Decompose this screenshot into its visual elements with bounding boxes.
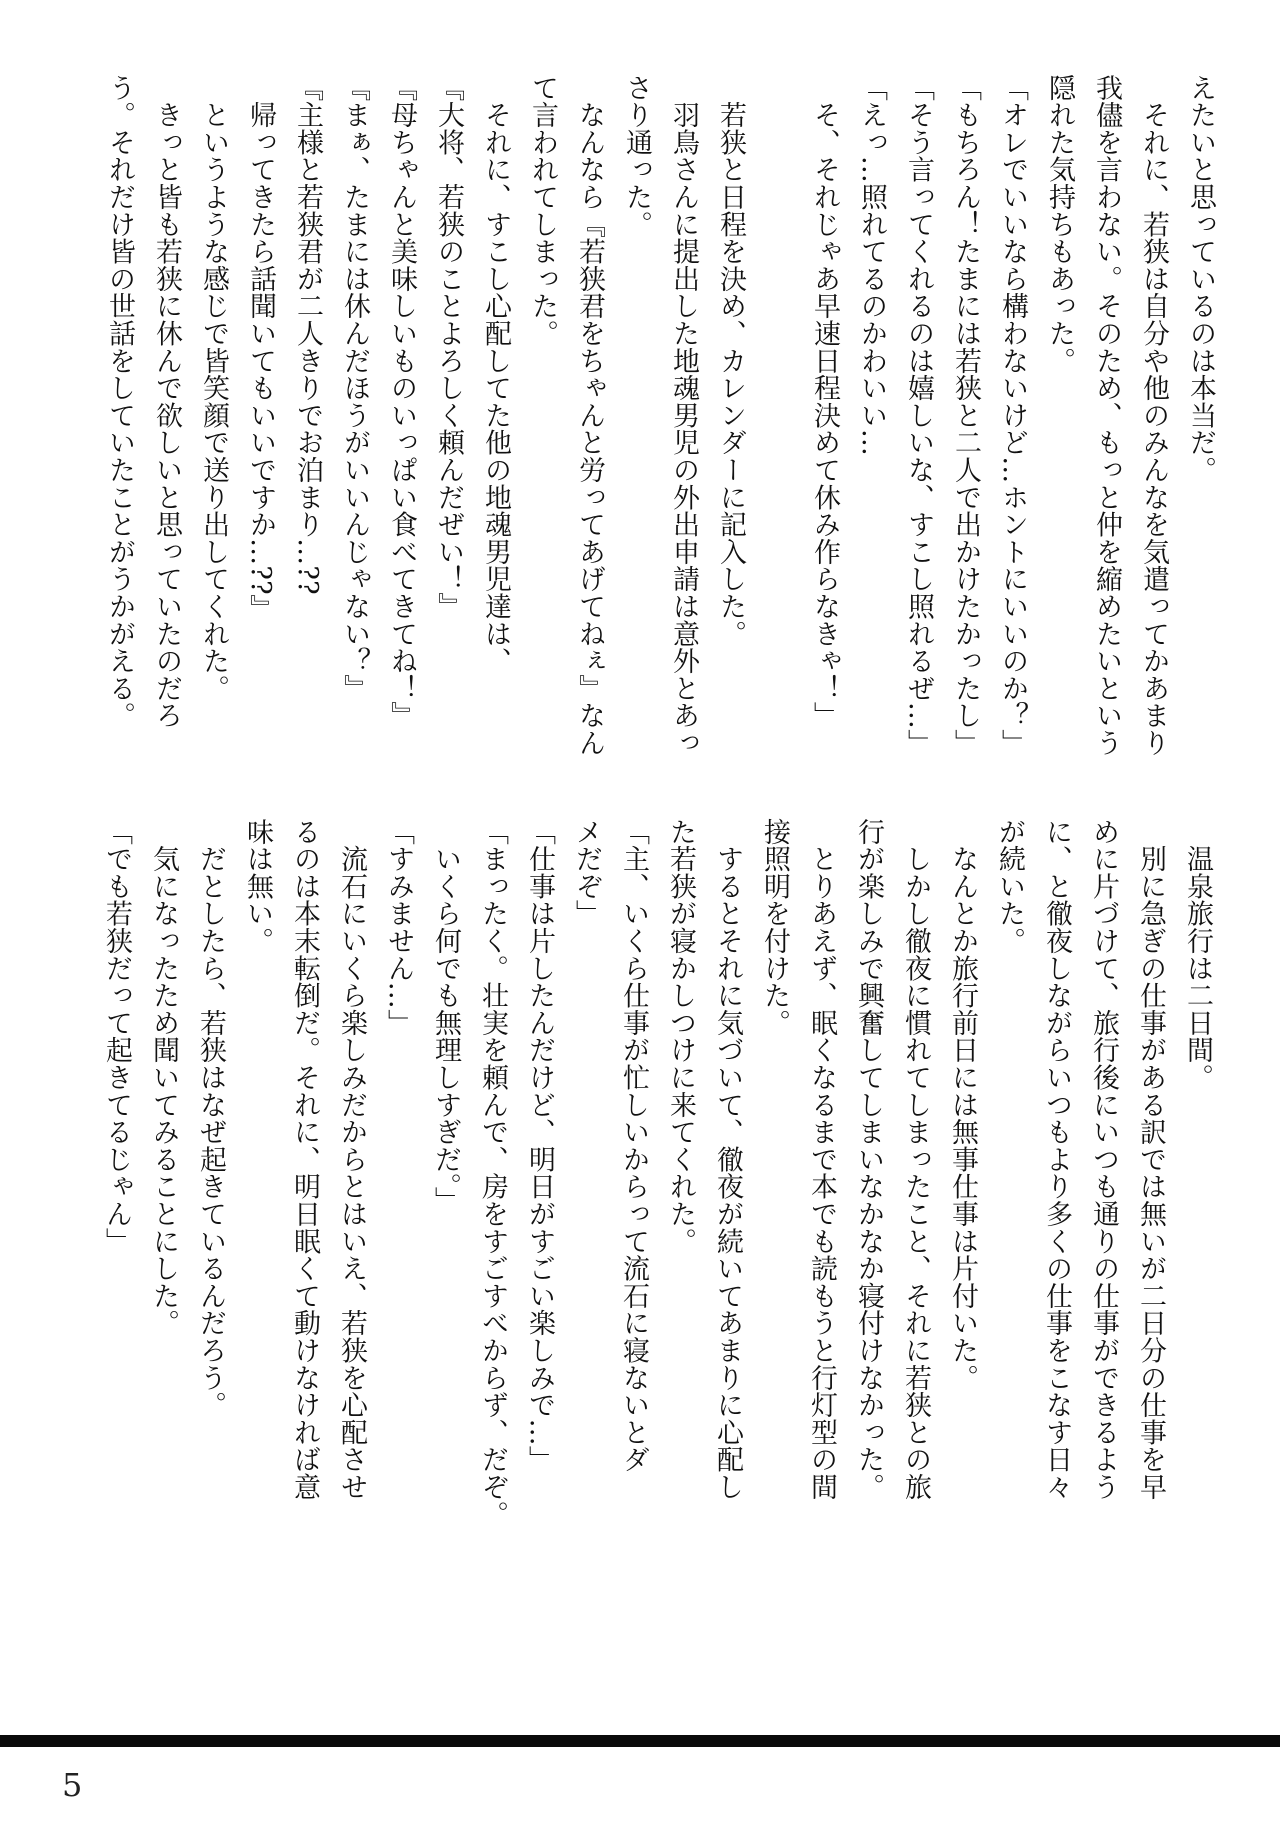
text-line: 味は無い。 bbox=[242, 818, 273, 955]
text-line: きっと皆も若狭に休んで欲しいと思っていたのだろ bbox=[151, 74, 182, 730]
text-line bbox=[754, 74, 801, 774]
text-line: 『主様と若狭君が二人きりでお泊まり…?? bbox=[292, 74, 323, 595]
text-line: なんなら『若狭君をちゃんと労ってあげてねぇ』なん bbox=[574, 74, 605, 757]
text-line: 『まぁ、たまには休んだほうがいいんじゃない？』 bbox=[339, 74, 370, 702]
text-line: 帰ってきたら話聞いてもいいですか…??』 bbox=[245, 74, 276, 623]
text-line: だとしたら、若狭はなぜ起きているんだろう。 bbox=[195, 818, 226, 1419]
text-line: なんとか旅行前日には無事仕事は片付いた。 bbox=[947, 818, 978, 1392]
text-line: 「すみません…」 bbox=[383, 818, 414, 1037]
text-line: いくら何でも無理しすぎだ。」 bbox=[430, 818, 461, 1214]
text-line: 「まったく。壮実を頼んで、房をすごすべからず、だぞ。 bbox=[477, 818, 508, 1528]
text-line: そ、それじゃあ早速日程決めて休み作らなきゃ！」 bbox=[809, 74, 840, 730]
text-line: それに、すこし心配してた他の地魂男児達は、 bbox=[480, 74, 511, 675]
text-line: 我儘を言わない。そのため、もっと仲を縮めたいという bbox=[1091, 74, 1122, 757]
text-line: 流石にいくら楽しみだからとはいえ、若狭を心配させ bbox=[336, 818, 367, 1501]
bottom-text-block bbox=[93, 818, 1221, 1528]
text-line: 温泉旅行は二日間。 bbox=[1182, 818, 1213, 1091]
text-line: メだぞ」 bbox=[571, 818, 602, 928]
text-line: めに片づけて、旅行後にいつも通りの仕事ができるよう bbox=[1088, 818, 1119, 1501]
text-line: 「オレでいいなら構わないけど…ホントにいいのか？」 bbox=[997, 74, 1028, 757]
text-line: 別に急ぎの仕事がある訳では無いが二日分の仕事を早 bbox=[1135, 818, 1166, 1501]
text-line: 『大将、若狭のことよろしく頼んだぜい！』 bbox=[433, 74, 464, 620]
text-line: 行が楽しみで興奮してしまいなかなか寝付けなかった。 bbox=[853, 818, 884, 1501]
text-line: 「でも若狭だって起きてるじゃん」 bbox=[101, 818, 132, 1255]
footer-rule bbox=[0, 1735, 1280, 1747]
text-line: えたいと思っているのは本当だ。 bbox=[1185, 74, 1216, 484]
text-line: 隠れた気持ちもあった。 bbox=[1044, 74, 1075, 375]
text-line: するとそれに気づいて、徹夜が続いてあまりに心配し bbox=[712, 818, 743, 1501]
text-line: しかし徹夜に慣れてしまったこと、それに若狭との旅 bbox=[900, 818, 931, 1501]
text-line: た若狭が寝かしつけに来てくれた。 bbox=[665, 818, 696, 1255]
text-line: 「そう言ってくれるのは嬉しいな、すこし照れるぜ…」 bbox=[903, 74, 934, 757]
text-line: 「もちろん！たまには若狭と二人で出かけたかったし」 bbox=[950, 74, 981, 757]
text-line: う。それだけ皆の世話をしていたことがうかがえる。 bbox=[104, 74, 135, 730]
text-line: 「主、いくら仕事が忙しいからって流石に寝ないとダ bbox=[618, 818, 649, 1474]
text-line: 「えっ…照れてるのかわいい… bbox=[856, 74, 887, 457]
text-line: 若狭と日程を決め、カレンダーに記入した。 bbox=[715, 74, 746, 648]
text-line: 気になったため聞いてみることにした。 bbox=[148, 818, 179, 1337]
top-text-block bbox=[96, 74, 1224, 774]
text-line: というような感じで皆笑顔で送り出してくれた。 bbox=[198, 74, 229, 702]
text-line: て言われてしまった。 bbox=[527, 74, 558, 347]
text-line: が続いた。 bbox=[994, 818, 1025, 955]
text-line: るのは本末転倒だ。それに、明日眠くて動けなければ意 bbox=[289, 818, 320, 1501]
text-line: 羽鳥さんに提出した地魂男児の外出申請は意外とあっ bbox=[668, 74, 699, 757]
text-line: 『母ちゃんと美味しいものいっぱい食べてきてね！』 bbox=[386, 74, 417, 730]
text-line: さり通った。 bbox=[621, 74, 652, 238]
text-line: 接照明を付けた。 bbox=[759, 818, 790, 1037]
page-number: 5 bbox=[62, 1766, 83, 1804]
text-line: に、と徹夜しながらいつもより多くの仕事をこなす日々 bbox=[1041, 818, 1072, 1501]
text-line: それに、若狭は自分や他のみんなを気遣ってかあまり bbox=[1138, 74, 1169, 757]
text-line: 「仕事は片したんだけど、明日がすごい楽しみで…」 bbox=[524, 818, 555, 1474]
text-line: とりあえず、眠くなるまで本でも読もうと行灯型の間 bbox=[806, 818, 837, 1501]
